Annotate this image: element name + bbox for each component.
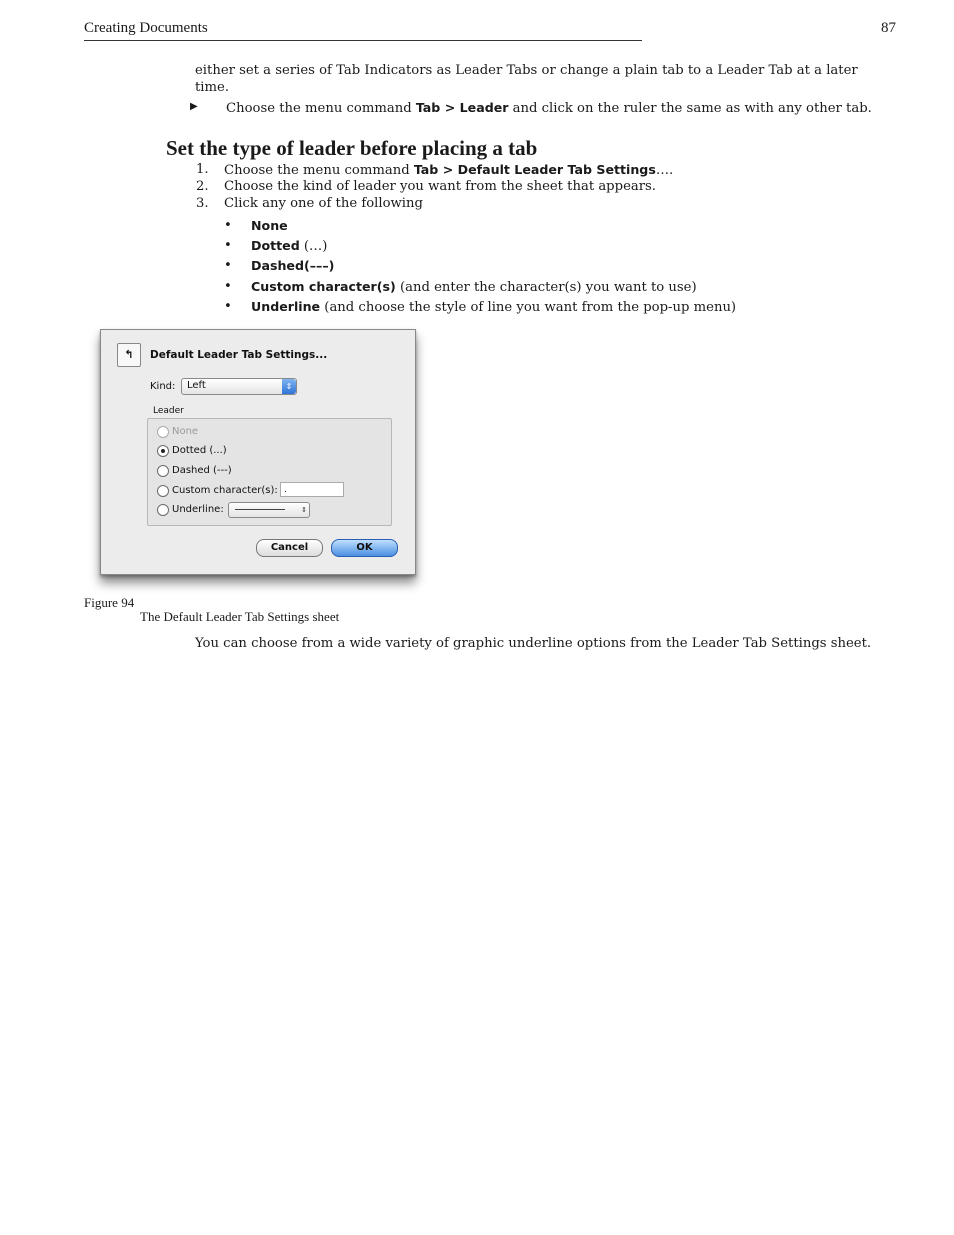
cancel-button[interactable]: Cancel [256,539,323,557]
option-name: Dotted [251,238,300,254]
menu-command: Tab > Default Leader Tab Settings [413,162,656,177]
step-number: 1. [196,162,209,177]
radio-label: Custom character(s): [172,485,278,496]
step-text: Click any one of the following [224,196,423,211]
section-heading: Set the type of leader before placing a tab [166,136,538,160]
kind-label: Kind: [150,381,176,392]
option-name: Underline [251,298,321,314]
bullet-dot-icon: • [224,258,232,274]
radio-label: Dotted (...) [172,445,227,456]
step-text-post: …. [655,163,674,178]
leader-group [147,418,392,526]
page-number: 87 [881,20,896,36]
radio-label: Dashed (---) [172,465,232,476]
option-desc: (and choose the style of line you want from the pop-up menu) [320,299,737,315]
radio-label: None [172,426,199,437]
list-item [224,216,864,236]
bullet-dot-icon: • [224,298,232,314]
radio-icon [157,485,169,497]
section-title: Creating Documents [84,20,208,36]
leader-settings-dialog [100,329,416,575]
header-rule [84,40,642,41]
kind-value: Left [187,380,206,391]
bullet-text-post: and click on the ruler the same as with any other tab. [508,101,872,116]
menu-command: Tab > Leader [415,100,509,115]
option-name: None [251,218,288,233]
popup-arrows-icon: ⇕ [282,379,296,394]
leader-group-label: Leader [153,406,184,416]
radio-selected-icon [157,445,169,457]
figure-caption: The Default Leader Tab Settings sheet [140,609,340,624]
leader-tab-icon: ↰ [117,343,141,367]
option-desc: (…) [299,239,328,255]
step-number: 3. [196,196,209,211]
kind-select[interactable] [181,378,297,395]
radio-icon [157,426,169,438]
list-item [224,277,864,297]
steps-list [196,161,896,212]
bullet-dot-icon: • [224,218,232,233]
list-item [224,236,864,256]
leader-options-list [224,216,864,317]
ok-button[interactable]: OK [331,539,398,557]
closing-paragraph: You can choose from a wide variety of graphic underline options from the Leader Tab Settings sheet. [195,636,872,651]
list-item [224,297,864,317]
page-header [84,20,896,42]
step-text: Choose the kind of leader you want from the sheet that appears. [224,179,656,194]
figure-label: Figure 94 [84,595,135,610]
radio-icon [157,465,169,477]
option-desc: (and enter the character(s) you want to use) [395,279,697,295]
bullet-dot-icon: • [224,278,232,294]
option-name: Custom character(s) [251,278,396,294]
radio-icon [157,504,169,516]
step-item [196,195,896,212]
intro-bullet [226,100,881,118]
underline-style-select[interactable] [228,502,310,518]
step-item [196,178,896,195]
custom-character-input[interactable]: . [280,482,344,497]
step-number: 2. [196,179,209,194]
radio-label: Underline: [172,504,224,515]
intro-paragraph: either set a series of Tab Indicators as Leader Tabs or change a plain tab to a Leader Tab at a later time. [195,63,858,95]
option-name: Dashed(–––) [251,258,335,274]
list-item [224,256,864,276]
bullet-dot-icon: • [224,238,232,254]
triangle-bullet-icon: ▶ [190,101,198,112]
popup-arrows-icon: ⇕ [301,506,307,514]
bullet-text-pre: Choose the menu command [226,101,416,116]
dialog-title: Default Leader Tab Settings... [150,349,328,361]
line-style-preview [235,509,285,510]
step-item [196,161,896,178]
step-text: Choose the menu command [224,163,414,178]
